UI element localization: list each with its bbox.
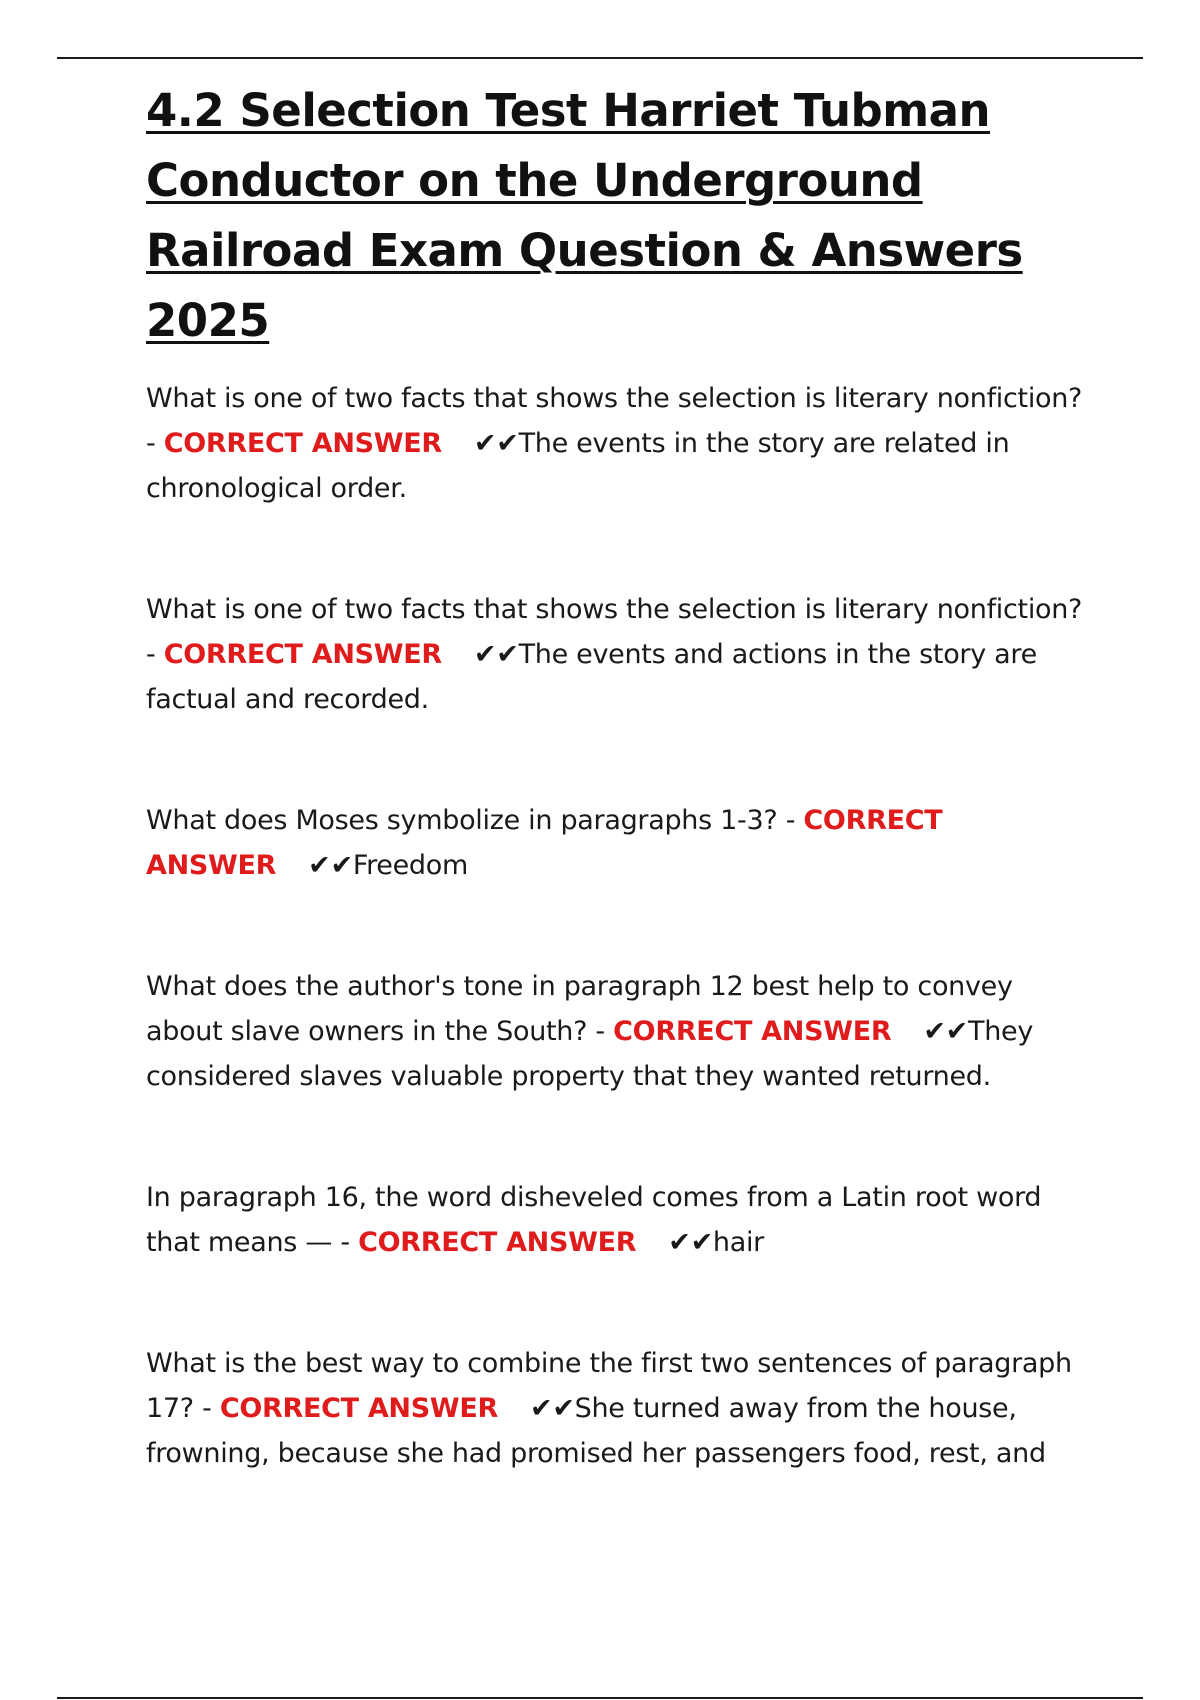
- qa-item: [146, 798, 1096, 888]
- separator: -: [146, 639, 164, 670]
- separator: -: [777, 805, 804, 836]
- check-mark-icon: ✔✔: [473, 639, 519, 670]
- answer-text: Freedom: [352, 850, 468, 881]
- question-text: What is one of two facts that shows the selection is literary nonfiction?: [146, 383, 1083, 414]
- document-body: [146, 76, 1096, 1476]
- question-text: In paragraph 16, the word disheveled comes from a Latin root word that means —: [146, 1182, 1042, 1258]
- answer-text: The events and actions in the story are factual and recorded.: [146, 639, 1037, 715]
- answer-text: The events in the story are related in chronological order.: [146, 428, 1010, 504]
- check-mark-icon: ✔✔: [668, 1227, 713, 1258]
- correct-answer-label: CORRECT ANSWER: [358, 1227, 637, 1258]
- top-rule: [57, 57, 1143, 59]
- separator: -: [193, 1393, 220, 1424]
- qa-item: [146, 376, 1096, 511]
- qa-item: [146, 1175, 1096, 1265]
- check-mark-icon: ✔✔: [473, 428, 519, 459]
- question-text: What does the author's tone in paragraph 12 best help to convey about slave owners in the South?: [146, 971, 1013, 1047]
- correct-answer-label: CORRECT ANSWER: [163, 639, 442, 670]
- question-text: What is one of two facts that shows the selection is literary nonfiction?: [146, 594, 1083, 625]
- check-mark-icon: ✔✔: [923, 1016, 968, 1047]
- qa-item: [146, 1341, 1096, 1476]
- question-text: What is the best way to combine the first two sentences of paragraph 17?: [146, 1348, 1072, 1424]
- correct-answer-label: CORRECT ANSWER: [219, 1393, 498, 1424]
- correct-answer-label: CORRECT ANSWER: [146, 805, 943, 881]
- question-text: What does Moses symbolize in paragraphs 1-3?: [146, 805, 778, 836]
- answer-text: hair: [712, 1227, 764, 1258]
- answer-text: She turned away from the house, frowning, because she had promised her passengers food, rest, and: [146, 1393, 1046, 1469]
- qa-item: [146, 964, 1096, 1099]
- correct-answer-label: CORRECT ANSWER: [613, 1016, 892, 1047]
- qa-item: [146, 587, 1096, 722]
- separator: -: [587, 1016, 614, 1047]
- separator: -: [146, 428, 164, 459]
- document-title: 4.2 Selection Test Harriet Tubman Conductor on the Underground Railroad Exam Question & Answers 2025: [146, 84, 1023, 347]
- answer-text: They considered slaves valuable property that they wanted returned.: [146, 1016, 1033, 1092]
- check-mark-icon: ✔✔: [530, 1393, 575, 1424]
- bottom-rule: [57, 1697, 1143, 1699]
- separator: -: [332, 1227, 359, 1258]
- check-mark-icon: ✔✔: [308, 850, 353, 881]
- correct-answer-label: CORRECT ANSWER: [163, 428, 442, 459]
